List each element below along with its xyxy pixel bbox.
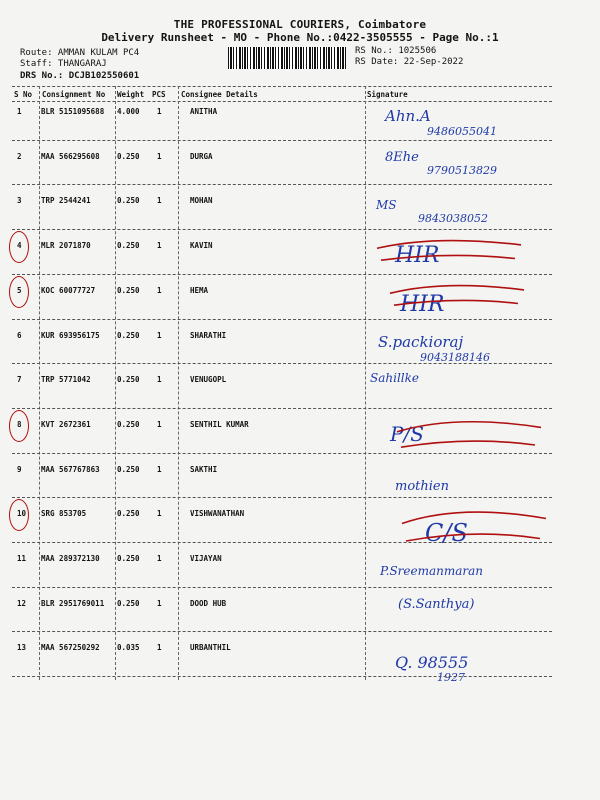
col-header-signature: Signature (367, 90, 408, 99)
row-pcs: 1 (157, 285, 162, 295)
row-pcs: 1 (157, 375, 162, 385)
row-sno: 12 (17, 598, 27, 608)
red-circle-mark (9, 276, 29, 308)
drs-number: DRS No.: DCJB102550601 (20, 71, 140, 81)
row-consignee: DURGA (190, 151, 213, 161)
row-sno: 5 (17, 285, 22, 295)
red-circle-mark (9, 231, 29, 263)
row-signature: Q. 98555 (395, 653, 469, 673)
row-consignee: MOHAN (190, 196, 213, 206)
row-consignee: VISHWANATHAN (190, 509, 245, 519)
row-weight: 0.250 (117, 375, 140, 385)
row-consignment-no: MAA 567767863 (41, 464, 100, 474)
row-consignment-no: SRG 853705 (41, 509, 87, 519)
row-separator (12, 229, 552, 230)
col-header-consignment: Consignment No (42, 90, 106, 99)
col-header-consignee: Consignee Details (181, 90, 258, 99)
red-circle-mark (9, 410, 29, 442)
row-consignee: SHARATHI (190, 330, 227, 340)
row-separator (12, 631, 552, 632)
row-sno: 4 (17, 241, 22, 251)
row-consignee: ANITHA (190, 107, 218, 116)
row-pcs: 1 (157, 643, 162, 653)
row-pcs: 1 (157, 196, 162, 206)
row-signature: Ahn.A (385, 107, 431, 125)
col-header-sno: S No (14, 90, 33, 99)
header-bottom-rule (12, 101, 552, 102)
col-divider (39, 86, 40, 680)
row-separator (12, 184, 552, 185)
row-consignee: DOOD HUB (190, 598, 227, 608)
row-sno: 7 (17, 375, 22, 385)
row-separator (12, 497, 552, 498)
row-weight: 0.250 (117, 151, 140, 161)
company-title: THE PROFESSIONAL COURIERS, Coimbatore (173, 18, 427, 31)
row-consignee: VENUGOPL (190, 375, 227, 385)
row-weight: 0.035 (117, 643, 140, 653)
row-consignee: URBANTHIL (190, 643, 231, 653)
row-signature: (S.Santhya) (398, 596, 475, 612)
row-separator (12, 676, 552, 677)
row-sno: 13 (17, 643, 27, 653)
row-consignee: SAKTHI (190, 464, 218, 474)
red-ink-stroke (395, 412, 545, 456)
row-consignee: VIJAYAN (190, 554, 222, 563)
row-signature: mothien (395, 478, 449, 494)
red-ink-stroke (400, 501, 550, 551)
col-divider (365, 86, 366, 680)
row-separator (12, 274, 552, 275)
rs-date: RS Date: 22-Sep-2022 (355, 57, 464, 67)
col-header-pcs: PCS (152, 90, 166, 99)
row-sno: 8 (17, 419, 22, 429)
row-consignment-no: KOC 60077727 (41, 285, 96, 295)
row-weight: 0.250 (117, 509, 140, 519)
row-signature: S.packioraj (378, 332, 464, 351)
row-pcs: 1 (157, 598, 162, 608)
runsheet-subtitle: Delivery Runsheet - MO - Phone No.:0422-3505555 - Page No.:1 (101, 31, 499, 44)
row-signature: MS (376, 198, 397, 213)
row-separator (12, 319, 552, 320)
row-weight: 0.250 (117, 464, 140, 474)
red-ink-stroke (375, 233, 525, 267)
row-weight: 0.250 (117, 330, 140, 340)
table-top-rule (12, 86, 552, 87)
row-consignee: SENTHIL KUMAR (190, 419, 249, 429)
row-signature: P/S (390, 421, 424, 446)
row-pcs: 1 (157, 509, 162, 519)
row-pcs: 1 (157, 330, 162, 340)
col-divider (178, 86, 179, 680)
row-sno: 10 (17, 509, 27, 519)
row-sno: 11 (17, 554, 27, 563)
row-consignment-no: TRP 2544241 (41, 196, 91, 206)
row-sno: 1 (17, 107, 22, 116)
route-label: Route: AMMAN KULAM PC4 (20, 48, 140, 58)
row-signature: HIR (400, 291, 445, 317)
row-weight: 0.250 (117, 598, 140, 608)
row-weight: 4.000 (117, 107, 140, 116)
row-signature-phone: 9043188146 (420, 350, 490, 364)
row-sno: 9 (17, 464, 22, 474)
row-signature: HIR (395, 243, 440, 269)
row-weight: 0.250 (117, 241, 140, 251)
row-pcs: 1 (157, 107, 162, 116)
red-ink-stroke (388, 278, 528, 312)
row-pcs: 1 (157, 464, 162, 474)
row-consignment-no: MAA 289372130 (41, 554, 100, 563)
row-weight: 0.250 (117, 554, 140, 563)
row-weight: 0.250 (117, 285, 140, 295)
row-consignment-no: BLR 5151095688 (41, 107, 105, 116)
red-circle-mark (9, 499, 29, 531)
row-consignment-no: BLR 2951769011 (41, 598, 105, 608)
row-signature: 8Ehe (385, 149, 419, 165)
row-sno: 3 (17, 196, 22, 206)
row-separator (12, 587, 552, 588)
row-pcs: 1 (157, 241, 162, 251)
row-signature: C/S (425, 519, 468, 548)
row-consignment-no: KUR 693956175 (41, 330, 100, 340)
row-separator (12, 140, 552, 141)
row-consignee: HEMA (190, 285, 209, 295)
row-consignment-no: MAA 567250292 (41, 643, 100, 653)
row-weight: 0.250 (117, 419, 140, 429)
rs-number: RS No.: 1025506 (355, 46, 437, 56)
row-signature-phone: 9486055041 (427, 125, 497, 138)
col-divider (115, 86, 116, 680)
staff-label: Staff: THANGARAJ (20, 59, 107, 69)
row-weight: 0.250 (117, 196, 140, 206)
row-signature: Sahillke (370, 371, 419, 386)
row-consignment-no: MLR 2071870 (41, 241, 91, 251)
barcode (228, 47, 346, 69)
row-signature-phone: 9790513829 (427, 163, 497, 177)
row-pcs: 1 (157, 554, 162, 563)
row-consignment-no: KVT 2672361 (41, 419, 91, 429)
row-signature-phone: 9843038052 (418, 212, 488, 226)
row-sno: 6 (17, 330, 22, 340)
row-signature-phone: 1927 (437, 671, 465, 685)
row-consignment-no: TRP 5771042 (41, 375, 91, 385)
row-pcs: 1 (157, 151, 162, 161)
col-header-weight: Weight (117, 90, 145, 99)
row-pcs: 1 (157, 419, 162, 429)
row-consignment-no: MAA 566295608 (41, 151, 100, 161)
row-separator (12, 363, 552, 364)
row-signature: P.Sreemanmaran (380, 564, 484, 578)
row-separator (12, 408, 552, 409)
row-consignee: KAVIN (190, 241, 213, 251)
row-sno: 2 (17, 151, 22, 161)
